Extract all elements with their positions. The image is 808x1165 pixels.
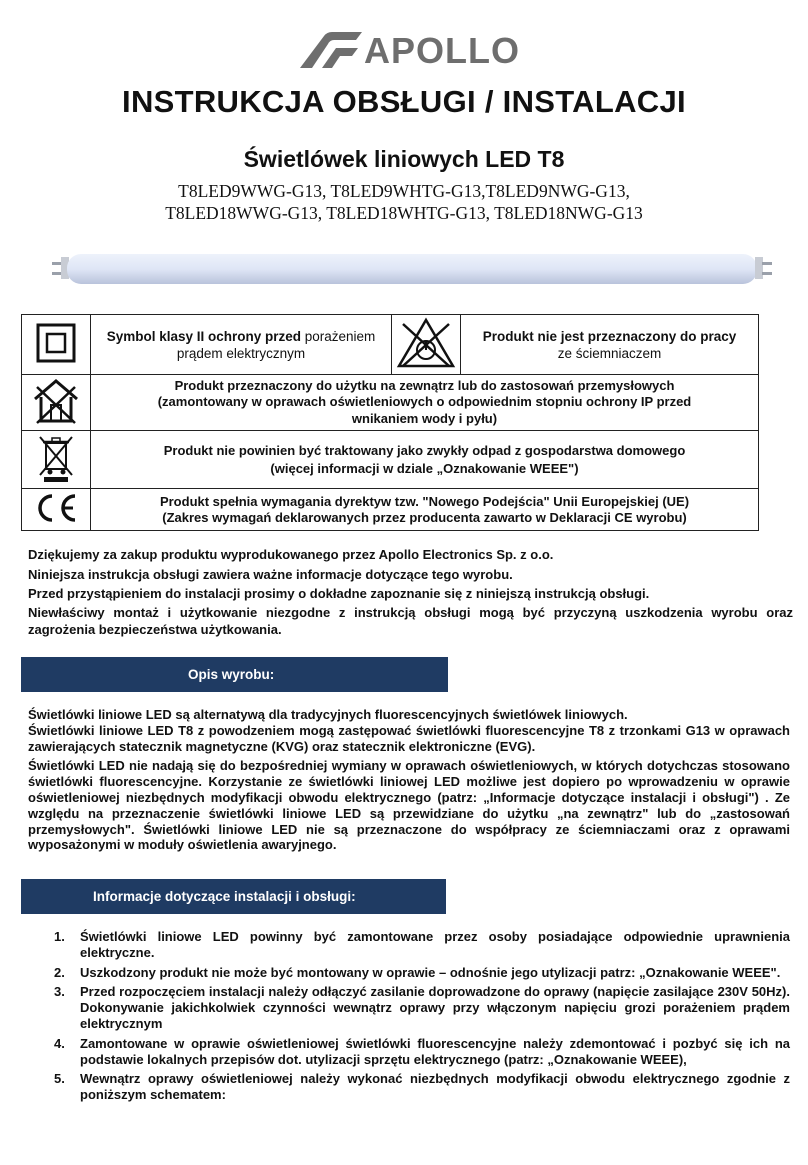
section-heading-installation: Informacje dotyczące instalacji i obsługi: (21, 879, 446, 914)
intro-text (28, 545, 793, 638)
brand-name: APOLLO (364, 30, 520, 71)
list-item: 1. Świetlówki liniowe LED powinny być zamontowane przez osoby posiadające odpowiednie uprawnienia elektryczne. (54, 929, 790, 960)
outdoor-symbol-cell (22, 375, 91, 431)
model-list-line-2: T8LED18WWG-G13, T8LED18WHTG-G13, T8LED18NWG-G13 (165, 203, 643, 223)
document-title: INSTRUKCJA OBSŁUGI / INSTALACJI (122, 84, 686, 119)
ce-symbol-cell (22, 489, 91, 531)
description-paragraph: Świetlówki LED nie nadają się do bezpośredniej wymiany w oprawach oświetleniowych, w których dotychczas stosowano świetlówki fluorescencyjne. Korzystanie ze świetlówki liniowej LED możliwe jest dopiero po wprowadzeniu w oprawie oświetleniowej niezbędnych modyfikacji obwodu elektrycznego (patrz: „Informacje dotyczące instalacji i obsługi") . Ze względu na przeznaczenie świetlówki liniowe LED są przewidziane do użytku „na zewnątrz" lub do „zastosowań przemysłowych". Świetlówki liniowe LED nie są przeznaczone do współpracy ze ściemniaczami oraz z oprawami wyposażonymi w moduły oświetlenia awaryjnego. (28, 758, 790, 853)
description-paragraph: Świetlówki liniowe LED są alternatywą dla tradycyjnych fluorescencyjnych świetlówek liniowych. (28, 707, 628, 722)
dimmer-description: Produkt nie jest przeznaczony do pracy ze ściemniaczem (461, 315, 759, 375)
weee-symbol-cell (22, 431, 91, 489)
apollo-logo (296, 30, 526, 72)
crossed-bin-icon (36, 433, 76, 483)
list-item: 3. Przed rozpoczęciem instalacji należy odłączyć zasilanie doprowadzone do oprawy (napięcie zasilające 230V 50Hz). Dokonywanie jakichkolwiek czynności wewnątrz oprawy przy włączonym napięciu grozi porażeniem prądem elektrycznym (54, 984, 790, 1031)
list-item: 5. Wewnątrz oprawy oświetleniowej należy wykonać niezbędnych modyfikacji obwodu elektrycznego zgodnie z poniższym schematem: (54, 1071, 790, 1103)
installation-list (54, 929, 790, 1107)
weee-description: Produkt nie powinien być traktowany jako zwykły odpad z gospodarstwa domowego (więcej informacji w dziale „Oznakowanie WEEE") (91, 431, 759, 489)
apollo-swoosh-icon (296, 30, 366, 72)
list-item: 2. Uszkodzony produkt nie może być montowany w oprawie – odnośnie jego utylizacji patrz: „Oznakowanie WEEE". (54, 964, 781, 980)
section-heading-description: Opis wyrobu: (21, 657, 448, 692)
ce-description: Produkt spełnia wymagania dyrektyw tzw. "Nowego Podejścia" Unii Europejskiej (UE) (Zakres wymagań deklarowanych przez producenta zawarto w Deklaracji CE wyrobu) (91, 489, 759, 531)
intro-paragraph: Przed przystąpieniem do instalacji prosimy o dokładne zapoznanie się z niniejszą instrukcją obsługi. (28, 586, 650, 601)
class2-description: Symbol klasy II ochrony przed porażeniem prądem elektrycznym (91, 315, 392, 375)
document-subtitle: Świetlówek liniowych LED T8 (243, 146, 565, 172)
description-text (28, 707, 790, 857)
intro-paragraph: Niniejsza instrukcja obsługi zawiera ważne informacje dotyczące tego wyrobu. (28, 566, 513, 582)
intro-paragraph: Dziękujemy za zakup produktu wyprodukowanego przez Apollo Electronics Sp. z o.o. (28, 547, 554, 562)
ce-mark-icon (33, 493, 79, 523)
class2-symbol-cell (22, 315, 91, 375)
led-tube-image (52, 236, 772, 300)
outdoor-description: Produkt przeznaczony do użytku na zewnątrz lub do zastosowań przemysłowych (zamontowany w oprawach oświetleniowych o odpowiednim stopniu ochrony IP przed wnikaniem wody i pyłu) (91, 375, 759, 431)
list-item: 4. Zamontowane w oprawie oświetleniowej świetlówki fluorescencyjne należy zdemontować i pozbyć się ich na podstawie lokalnych przepisów dot. utylizacji sprzętu elektrycznego (patrz: „Oznakowanie WEEE), (54, 1035, 790, 1067)
no-dimmer-icon (395, 316, 457, 370)
symbols-table (21, 314, 759, 531)
intro-paragraph: Niewłaściwy montaż i użytkowanie niezgodne z instrukcją obsługi mogą być przyczyną uszkodzenia wyrobu oraz zagrożenia bezpieczeństwa użytkowania. (28, 604, 793, 637)
model-list-line-1: T8LED9WWG-G13, T8LED9WHTG-G13,T8LED9NWG-G13, (178, 181, 630, 201)
class-ii-double-square-icon (36, 323, 76, 363)
dimmer-symbol-cell (392, 315, 461, 375)
outdoor-house-icon (31, 377, 81, 425)
description-paragraph: Świetlówki liniowe LED T8 z powodzeniem mogą zastępować świetlówki fluorescencyjne T8 z trzonkami G13 w oprawach zawierających statecznik magnetyczne (KVG) oraz statecznik elektroniczne (EVG). (28, 722, 790, 754)
